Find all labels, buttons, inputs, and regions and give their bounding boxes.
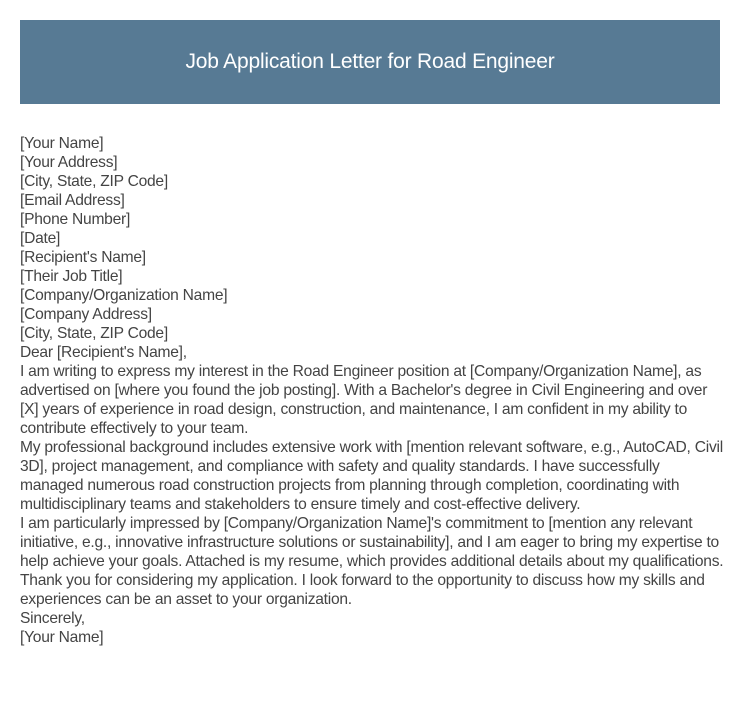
recipient-job-title: [Their Job Title] [20, 268, 123, 285]
page-header [20, 20, 720, 104]
paragraph-background: My professional background includes extensive work with [mention relevant software, e.g., AutoCAD, Civil 3D], project management, and compliance with safety and quality standards. I have successfully managed numerous road construction projects from planning through completion, coordinating with multidisciplinary teams and stakeholders to ensure timely and cost-effective delivery. [20, 439, 723, 513]
recipient-city-state-zip: [City, State, ZIP Code] [20, 325, 168, 342]
signature: [Your Name] [20, 629, 104, 646]
recipient-company: [Company/Organization Name] [20, 287, 228, 304]
sender-address: [Your Address] [20, 154, 118, 171]
page-title: Job Application Letter for Road Engineer [185, 50, 555, 73]
closing: Sincerely, [20, 610, 85, 627]
letter-date: [Date] [20, 230, 61, 247]
sender-phone: [Phone Number] [20, 211, 131, 228]
paragraph-motivation: I am particularly impressed by [Company/Organization Name]'s commitment to [mention any relevant initiative, e.g., innovative infrastructure solutions or sustainability], and I am eager to bring my expertise to help achieve your goals. Attached is my resume, which provides additional details about my qualifications. [20, 515, 724, 570]
recipient-name: [Recipient's Name] [20, 249, 146, 266]
letter-body [20, 134, 726, 647]
recipient-company-address: [Company Address] [20, 306, 152, 323]
paragraph-thanks: Thank you for considering my application. I look forward to the opportunity to discuss how my skills and experiences can be an asset to your organization. [20, 572, 705, 608]
sender-email: [Email Address] [20, 192, 125, 209]
salutation: Dear [Recipient's Name], [20, 344, 187, 361]
sender-name: [Your Name] [20, 135, 104, 152]
sender-city-state-zip: [City, State, ZIP Code] [20, 173, 168, 190]
paragraph-intro: I am writing to express my interest in the Road Engineer position at [Company/Organization Name], as advertised on [where you found the job posting]. With a Bachelor's degree in Civil Engineering and over [X] years of experience in road design, construction, and maintenance, I am confident in my ability to contribute effectively to your team. [20, 363, 708, 437]
